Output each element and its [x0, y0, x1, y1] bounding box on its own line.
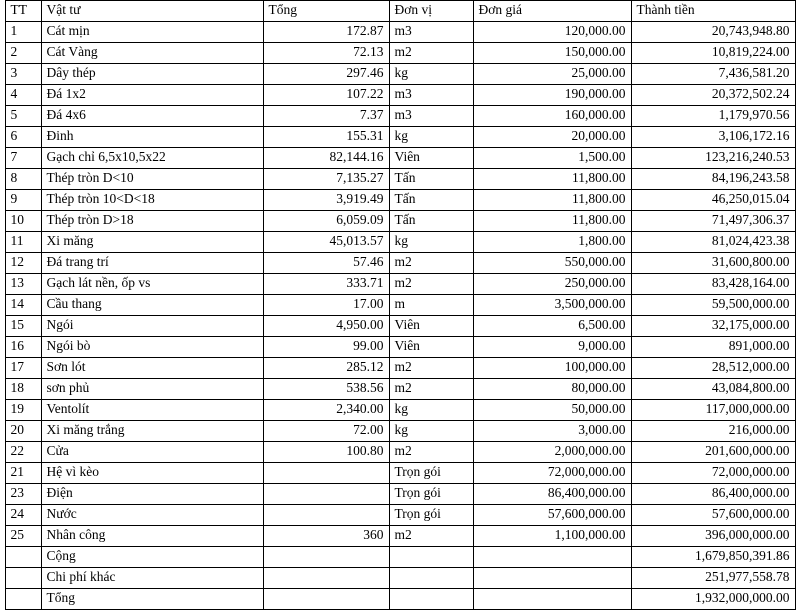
cell-unit: m2 [389, 253, 473, 274]
cell-total: 45,013.57 [263, 232, 389, 253]
cell-name: Cộng [41, 547, 263, 568]
table-row [5, 22, 795, 43]
cell-amount: 57,600,000.00 [631, 505, 795, 526]
cell-amount: 20,743,948.80 [631, 22, 795, 43]
cell-unit: Trọn gói [389, 484, 473, 505]
table-row [5, 190, 795, 211]
cell-tt: 21 [5, 463, 41, 484]
cell-name: Cửa [41, 442, 263, 463]
cell-amount: 201,600,000.00 [631, 442, 795, 463]
cell-price: 20,000.00 [473, 127, 631, 148]
cell-price: 11,800.00 [473, 190, 631, 211]
cell-unit: m2 [389, 442, 473, 463]
cell-name: Cầu thang [41, 295, 263, 316]
cell-price: 550,000.00 [473, 253, 631, 274]
cell-unit [389, 547, 473, 568]
cell-price: 1,800.00 [473, 232, 631, 253]
cell-name: Dây thép [41, 64, 263, 85]
cell-name: Thép tròn 10<D<18 [41, 190, 263, 211]
table-row [5, 43, 795, 64]
table-row [5, 316, 795, 337]
cell-unit: m3 [389, 106, 473, 127]
cell-name: Chi phí khác [41, 568, 263, 589]
cell-price [473, 547, 631, 568]
cell-unit: m3 [389, 22, 473, 43]
cell-tt: 17 [5, 358, 41, 379]
cell-total: 72.00 [263, 421, 389, 442]
cell-unit: m2 [389, 526, 473, 547]
cell-price: 80,000.00 [473, 379, 631, 400]
cell-name: Hệ vì kèo [41, 463, 263, 484]
cell-tt: 15 [5, 316, 41, 337]
cell-tt: 23 [5, 484, 41, 505]
summary-row [5, 589, 795, 610]
column-header-price: Đơn giá [473, 1, 631, 22]
cell-name: Cát Vàng [41, 43, 263, 64]
summary-row [5, 547, 795, 568]
column-header-name: Vật tư [41, 1, 263, 22]
cell-total: 3,919.49 [263, 190, 389, 211]
column-header-total: Tổng [263, 1, 389, 22]
cell-price: 190,000.00 [473, 85, 631, 106]
cell-amount: 71,497,306.37 [631, 211, 795, 232]
cell-tt: 13 [5, 274, 41, 295]
cell-price: 2,000,000.00 [473, 442, 631, 463]
cell-name: Đinh [41, 127, 263, 148]
cell-tt: 25 [5, 526, 41, 547]
cell-unit: m [389, 295, 473, 316]
cell-unit: m2 [389, 274, 473, 295]
cell-total: 285.12 [263, 358, 389, 379]
cell-tt: 22 [5, 442, 41, 463]
cell-total: 57.46 [263, 253, 389, 274]
table-row [5, 127, 795, 148]
cell-price [473, 568, 631, 589]
table-row [5, 211, 795, 232]
cell-total [263, 589, 389, 610]
cell-price: 120,000.00 [473, 22, 631, 43]
cell-total: 7.37 [263, 106, 389, 127]
cell-total: 538.56 [263, 379, 389, 400]
cell-name: Sơn lót [41, 358, 263, 379]
cell-tt [5, 568, 41, 589]
cell-total: 99.00 [263, 337, 389, 358]
cell-total: 107.22 [263, 85, 389, 106]
cell-amount: 3,106,172.16 [631, 127, 795, 148]
cell-price: 11,800.00 [473, 169, 631, 190]
cell-total [263, 568, 389, 589]
cell-price: 72,000,000.00 [473, 463, 631, 484]
cell-amount: 251,977,558.78 [631, 568, 795, 589]
cell-price: 11,800.00 [473, 211, 631, 232]
table-row [5, 400, 795, 421]
cell-name: Ventolít [41, 400, 263, 421]
cell-name: Ngói bò [41, 337, 263, 358]
cell-amount: 20,372,502.24 [631, 85, 795, 106]
cell-amount: 1,679,850,391.86 [631, 547, 795, 568]
cell-name: Ngói [41, 316, 263, 337]
cell-total: 172.87 [263, 22, 389, 43]
cell-unit: Viên [389, 337, 473, 358]
cell-tt: 20 [5, 421, 41, 442]
cell-amount: 28,512,000.00 [631, 358, 795, 379]
cell-unit: kg [389, 127, 473, 148]
cell-total: 333.71 [263, 274, 389, 295]
cell-amount: 117,000,000.00 [631, 400, 795, 421]
cell-unit: kg [389, 421, 473, 442]
cell-total: 360 [263, 526, 389, 547]
cell-tt: 3 [5, 64, 41, 85]
cell-unit: Tấn [389, 190, 473, 211]
cell-name: Điện [41, 484, 263, 505]
cell-name: Nước [41, 505, 263, 526]
cell-price: 160,000.00 [473, 106, 631, 127]
cell-price: 50,000.00 [473, 400, 631, 421]
cell-tt [5, 547, 41, 568]
table-row [5, 295, 795, 316]
cell-name: Tổng [41, 589, 263, 610]
table-row [5, 232, 795, 253]
cell-name: Thép tròn D>18 [41, 211, 263, 232]
cell-price: 1,500.00 [473, 148, 631, 169]
table-header-row [5, 1, 795, 22]
table-body [5, 22, 795, 610]
cost-estimate-table [5, 0, 796, 610]
cell-total [263, 484, 389, 505]
cell-amount: 123,216,240.53 [631, 148, 795, 169]
cell-amount: 72,000,000.00 [631, 463, 795, 484]
cell-unit: m2 [389, 43, 473, 64]
table-header [5, 1, 795, 22]
cell-total: 82,144.16 [263, 148, 389, 169]
cell-amount: 1,179,970.56 [631, 106, 795, 127]
cell-name: Gạch lát nền, ốp vs [41, 274, 263, 295]
cell-tt: 9 [5, 190, 41, 211]
cell-tt: 1 [5, 22, 41, 43]
cell-tt: 2 [5, 43, 41, 64]
cell-total: 4,950.00 [263, 316, 389, 337]
table-row [5, 484, 795, 505]
cell-tt: 5 [5, 106, 41, 127]
cell-price: 1,100,000.00 [473, 526, 631, 547]
cell-name: Thép tròn D<10 [41, 169, 263, 190]
cell-amount: 59,500,000.00 [631, 295, 795, 316]
cell-tt [5, 589, 41, 610]
table-row [5, 379, 795, 400]
cell-amount: 396,000,000.00 [631, 526, 795, 547]
cell-name: Xi măng [41, 232, 263, 253]
cell-amount: 84,196,243.58 [631, 169, 795, 190]
cell-total: 6,059.09 [263, 211, 389, 232]
cell-amount: 46,250,015.04 [631, 190, 795, 211]
table-row [5, 505, 795, 526]
table-row [5, 358, 795, 379]
cell-name: Xi măng trắng [41, 421, 263, 442]
cell-amount: 81,024,423.38 [631, 232, 795, 253]
cell-amount: 43,084,800.00 [631, 379, 795, 400]
cell-price [473, 589, 631, 610]
table-row [5, 421, 795, 442]
cell-total: 100.80 [263, 442, 389, 463]
table-row [5, 442, 795, 463]
cell-amount: 86,400,000.00 [631, 484, 795, 505]
cell-unit: m2 [389, 358, 473, 379]
cell-tt: 10 [5, 211, 41, 232]
cell-tt: 24 [5, 505, 41, 526]
cell-name: Nhân công [41, 526, 263, 547]
cell-unit: Viên [389, 316, 473, 337]
cell-amount: 1,932,000,000.00 [631, 589, 795, 610]
summary-row [5, 568, 795, 589]
cell-name: Đá trang trí [41, 253, 263, 274]
cell-unit: Tấn [389, 169, 473, 190]
cell-amount: 891,000.00 [631, 337, 795, 358]
cell-tt: 12 [5, 253, 41, 274]
table-row [5, 253, 795, 274]
cell-total: 17.00 [263, 295, 389, 316]
cell-tt: 18 [5, 379, 41, 400]
cell-name: Đá 1x2 [41, 85, 263, 106]
table-row [5, 64, 795, 85]
cell-price: 150,000.00 [473, 43, 631, 64]
cell-price: 100,000.00 [473, 358, 631, 379]
column-header-tt: TT [5, 1, 41, 22]
cell-unit [389, 589, 473, 610]
cell-unit: kg [389, 232, 473, 253]
cell-amount: 216,000.00 [631, 421, 795, 442]
cell-tt: 4 [5, 85, 41, 106]
table-row [5, 106, 795, 127]
cell-unit: Trọn gói [389, 463, 473, 484]
cell-price: 86,400,000.00 [473, 484, 631, 505]
table-row [5, 148, 795, 169]
cell-price: 25,000.00 [473, 64, 631, 85]
table-row [5, 463, 795, 484]
cell-amount: 7,436,581.20 [631, 64, 795, 85]
table-row [5, 526, 795, 547]
cell-name: sơn phủ [41, 379, 263, 400]
cell-total: 2,340.00 [263, 400, 389, 421]
cell-amount: 10,819,224.00 [631, 43, 795, 64]
cell-total [263, 463, 389, 484]
cell-tt: 16 [5, 337, 41, 358]
cell-total [263, 505, 389, 526]
cell-unit: Trọn gói [389, 505, 473, 526]
cell-tt: 14 [5, 295, 41, 316]
table-row [5, 337, 795, 358]
cell-unit: Tấn [389, 211, 473, 232]
cell-amount: 83,428,164.00 [631, 274, 795, 295]
table-row [5, 169, 795, 190]
column-header-unit: Đơn vị [389, 1, 473, 22]
cell-price: 57,600,000.00 [473, 505, 631, 526]
cell-unit: kg [389, 400, 473, 421]
cell-total [263, 547, 389, 568]
table-row [5, 274, 795, 295]
cell-name: Đá 4x6 [41, 106, 263, 127]
column-header-amount: Thành tiền [631, 1, 795, 22]
cell-unit: m3 [389, 85, 473, 106]
cell-price: 6,500.00 [473, 316, 631, 337]
table-row [5, 85, 795, 106]
cell-tt: 11 [5, 232, 41, 253]
cell-unit [389, 568, 473, 589]
cell-name: Cát mịn [41, 22, 263, 43]
cell-tt: 19 [5, 400, 41, 421]
cell-price: 9,000.00 [473, 337, 631, 358]
cell-tt: 7 [5, 148, 41, 169]
cell-price: 250,000.00 [473, 274, 631, 295]
cell-tt: 8 [5, 169, 41, 190]
cell-price: 3,500,000.00 [473, 295, 631, 316]
cell-price: 3,000.00 [473, 421, 631, 442]
cell-unit: kg [389, 64, 473, 85]
cell-name: Gạch chỉ 6,5x10,5x22 [41, 148, 263, 169]
cell-tt: 6 [5, 127, 41, 148]
cell-unit: m2 [389, 379, 473, 400]
cell-amount: 32,175,000.00 [631, 316, 795, 337]
cell-total: 7,135.27 [263, 169, 389, 190]
cell-total: 297.46 [263, 64, 389, 85]
cell-total: 72.13 [263, 43, 389, 64]
cell-unit: Viên [389, 148, 473, 169]
cell-amount: 31,600,800.00 [631, 253, 795, 274]
cell-total: 155.31 [263, 127, 389, 148]
